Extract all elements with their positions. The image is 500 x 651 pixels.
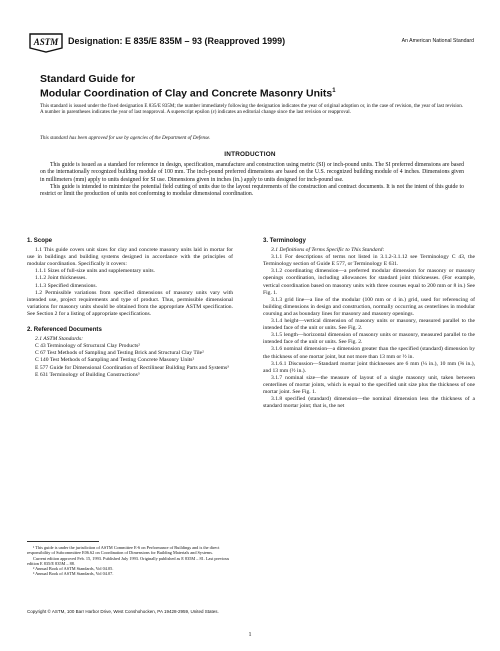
- document-header: [28, 36, 474, 52]
- astm-standards-label: 2.1 ASTM Standards:: [35, 336, 84, 343]
- terminology-paragraph: 3.1.6.1 Discussion—Standard mortar joint thicknesses are 6 mm (¼ in.), 10 mm (⅜ in.), and 13 mm (½ in.).: [263, 360, 475, 374]
- terminology-paragraph: 3.1.5 length—horizontal dimension of masonry units or masonry, measured parallel to the intended face of the unit or units. See Fig. 2.: [263, 332, 475, 346]
- footnote-divider: [27, 541, 99, 542]
- document-title: Modular Coordination of Clay and Concrete Masonry Units: [40, 87, 333, 100]
- copyright-line: Copyright © ASTM, 100 Barr Harbor Drive, West Conshohocken, PA 19428-2959, United States.: [27, 609, 219, 614]
- scope-paragraph: 1.1 This guide covers unit sizes for clay and concrete masonry units laid in mortar for use in buildings and building systems designed in accordance with the principles of modular coordination. Specifically it covers:: [27, 247, 233, 268]
- title-block: [40, 73, 460, 100]
- title-line-1: Standard Guide for: [40, 73, 136, 85]
- scope-paragraph: 1.1.3 Specified dimensions.: [35, 282, 97, 289]
- terminology-paragraph: 3.1.8 specified (standard) dimension—the nominal dimension less the thickness of a standard mortar joint; that is, the net: [263, 396, 475, 410]
- title-footnote-mark: 1: [332, 88, 336, 94]
- defense-approval-note: This standard has been approved for use by agencies of the Department of Defense.: [40, 135, 211, 141]
- terminology-paragraph: 3.1.4 height—vertical dimension of masonry units or masonry, measured parallel to the intended face of the unit or units. See Fig. 2.: [263, 318, 475, 332]
- scope-heading: 1. Scope: [27, 237, 53, 244]
- terminology-intro: 3.1 Definitions of Terms Specific to This Standard:: [271, 247, 385, 254]
- intro-paragraph: This guide is issued as a standard for reference in design, specification, manufacture and construction using metric (SI) or inch-pound units. The SI preferred dimensions are based on the internationally recognized building module of 100 mm. The inch-pound preferred dimensions are based on the U.S. recognized building module of 4 inches. Dimensions given in millimeters (mm) apply to units designed for SI use. Dimensions given in inches (in.) apply to units designed for inch-pound use.: [40, 162, 464, 183]
- reference-item: C 43 Terminology of Structural Clay Products²: [35, 343, 140, 350]
- introduction-heading: INTRODUCTION: [224, 151, 276, 158]
- intro-paragraph: This guide is intended to minimize the potential field cutting of units due to the layout requirements of the construction and contract documents. It is not the intent of this guide to restrict or limit the production of units not conforming to modular dimensional coordination.: [40, 183, 464, 198]
- introduction: [40, 162, 464, 198]
- page-number: 1: [248, 632, 252, 638]
- scope-paragraph: 1.1.2 Joint thicknesses.: [35, 275, 87, 282]
- reference-item: E 631 Terminology of Building Constructions³: [35, 371, 140, 378]
- terminology-paragraph: 3.1.7 nominal size—the measure of layout of a single masonry unit, taken between centerlines of mortar joints, which is equal to the specified unit size plus the thickness of one mortar joint. See Fig. 1.: [263, 374, 475, 395]
- referenced-documents-heading: 2. Referenced Documents: [27, 326, 102, 334]
- right-column: [263, 237, 475, 410]
- terminology-paragraph: 3.1.3 grid line—a line of the modular (100 mm or 4 in.) grid, used for referencing of building dimensions in design and construction, normally occurring as centerlines in modular coursing and as boundary lines for masonry and masonry openings.: [263, 296, 475, 317]
- designation: Designation: E 835/E 835M – 93 (Reapproved 1999): [68, 36, 286, 46]
- reference-item: C 140 Test Methods of Sampling and Testing Concrete Masonry Units²: [35, 357, 195, 364]
- title-line-2: [40, 85, 460, 100]
- footnote: Current edition approved Feb. 15, 1993. Published July 1993. Originally published as E 835M – 81. Last previous edition E 835/E 835M – 88.: [27, 555, 230, 566]
- terminology-heading: 3. Terminology: [263, 237, 306, 244]
- footnotes: [27, 545, 233, 577]
- terminology-paragraph: 3.1.6 nominal dimension—a dimension greater than the specified (standard) dimension by the thickness of one mortar joint, but not more than 13 mm or ½ in.: [263, 346, 475, 360]
- terminology-paragraph: 3.1.2 coordinating dimension—a preferred modular dimension for masonry or masonry openings coordination, including allowances for standard joint thicknesses. (For example, vertical coordination based on masonry units with three courses equal to 200 mm or 8 in.) See Fig. 1.: [263, 268, 475, 296]
- scope-paragraph: 1.2 Permissible variations from specified dimensions of masonry units vary with intended use, project requirements and type of product. Thus, permissible dimensional variations for masonry units should be obtained from the appropriate ASTM specification. See Section 2 for a listing of appropriate specifications.: [27, 289, 233, 317]
- reference-item: E 577 Guide for Dimensional Coordination of Rectilinear Building Parts and Systems³: [35, 364, 229, 371]
- terminology-paragraph: 3.1.1 For descriptions of terms not listed in 3.1.2-3.1.12 see Terminology C 43, the Terminology section of Guide E 577, or Terminology E 631.: [263, 254, 475, 268]
- reference-item: C 67 Test Methods of Sampling and Testing Brick and Structural Clay Tile²: [35, 350, 204, 357]
- footnote: ² Annual Book of ASTM Standards, Vol 04.05.: [33, 566, 114, 572]
- left-column: [27, 237, 233, 379]
- footnote: ³ Annual Book of ASTM Standards, Vol 04.07.: [33, 571, 114, 577]
- national-standard-label: An American National Standard: [401, 38, 474, 44]
- logo-text: ASTM: [33, 37, 59, 47]
- standard-issuance-note: This standard is issued under the fixed designation E 835/E 835M; the number immediately following the designation indicates the year of original adoption or, in the case of revision, the year of last revision. A number in parentheses indicates the year of last reapproval. A superscript epsilon (ε) indicates an editorial change since the last revision or reapproval.: [40, 103, 464, 116]
- footnote: ¹ This guide is under the jurisdiction of ASTM Committee E-6 on Performance of Buildings and is the direct responsibility of Subcommittee E06.62 on Coordination of Dimensions for Building Materials and Systems.: [27, 545, 220, 556]
- scope-paragraph: 1.1.1 Sizes of full-size units and supplementary units.: [35, 268, 155, 275]
- astm-logo-icon: [28, 30, 64, 54]
